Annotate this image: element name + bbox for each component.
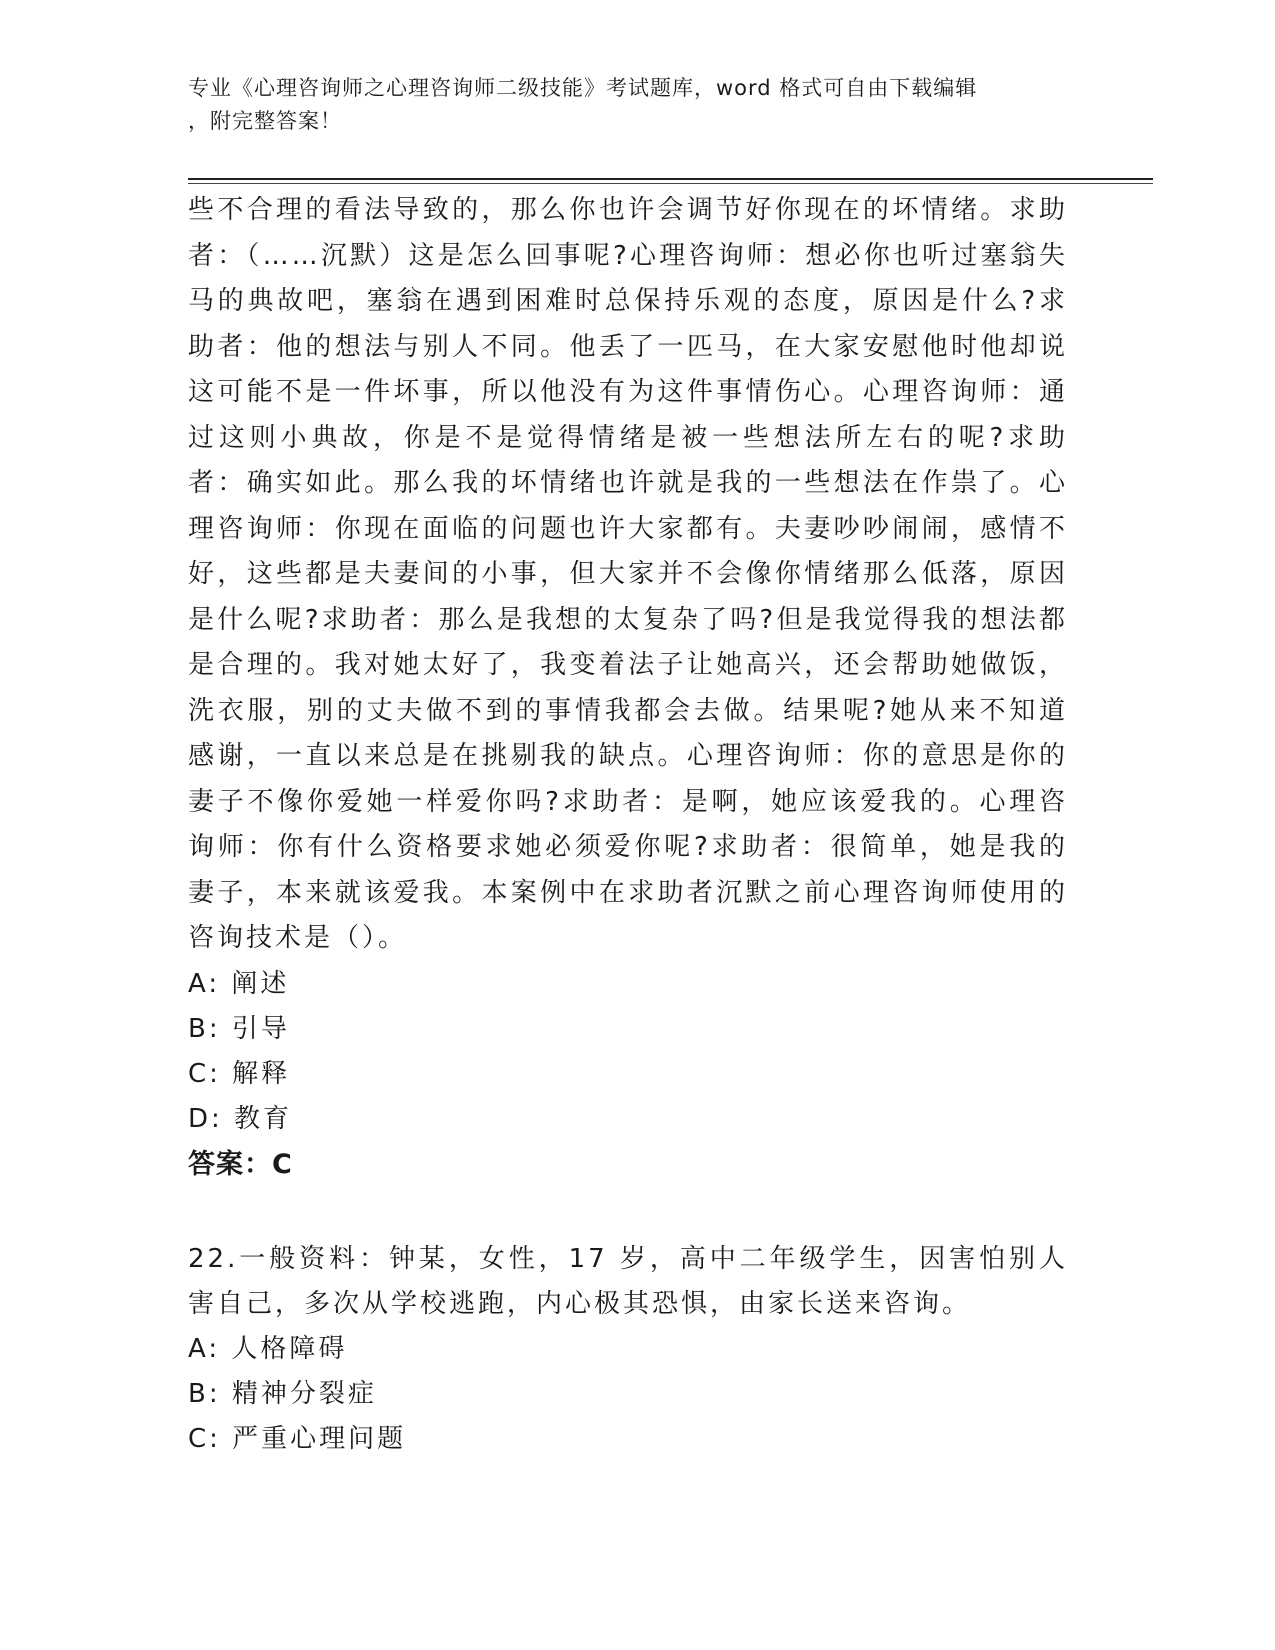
question-22-option-a: A: 人格障碍	[188, 1333, 348, 1364]
question-21-option-b: B: 引导	[188, 1013, 290, 1044]
question-22-option-c: C: 严重心理问题	[188, 1423, 407, 1454]
header-line-2: ，附完整答案！	[188, 109, 342, 133]
question-22-option-b: B: 精神分裂症	[188, 1378, 377, 1409]
header-divider	[188, 178, 1153, 180]
question-21-option-d: D: 教育	[188, 1103, 293, 1134]
question-21-passage: 些不合理的看法导致的，那么你也许会调节好你现在的坏情绪。求助者：（……沉默）这是怎么回事呢?心理咨询师：想必你也听过塞翁失马的典故吧，塞翁在遇到困难时总保持乐观的态度，原因是什么?求助者：他的想法与别人不同。他丢了一匹马，在大家安慰他时他却说这可能不是一件坏事，所以他没有为这件事情伤心。心理咨询师：通过这则小典故，你是不是觉得情绪是被一些想法所左右的呢?求助者：确实如此。那么我的坏情绪也许就是我的一些想法在作祟了。心理咨询师：你现在面临的问题也许大家都有。夫妻吵吵闹闹，感情不好，这些都是夫妻间的小事，但大家并不会像你情绪那么低落，原因是什么呢?求助者：那么是我想的太复杂了吗?但是我觉得我的想法都是合理的。我对她太好了，我变着法子让她高兴，还会帮助她做饭，洗衣服，别的丈夫做不到的事情我都会去做。结果呢?她从来不知道感谢，一直以来总是在挑剔我的缺点。心理咨询师：你的意思是你的妻子不像你爱她一样爱你吗?求助者：是啊，她应该爱我的。心理咨询师：你有什么资格要求她必须爱你呢?求助者：很简单，她是我的妻子，本来就该爱我。本案例中在求助者沉默之前心理咨询师使用的咨询技术是（）。	[188, 195, 1068, 953]
question-22-text: 22.一般资料：钟某，女性，17 岁，高中二年级学生，因害怕别人害自己，多次从学校逃跑，内心极其恐惧，由家长送来咨询。	[188, 1243, 1068, 1319]
question-21-answer: 答案：C	[188, 1148, 293, 1180]
question-21-option-c: C: 解释	[188, 1058, 291, 1089]
page-header	[188, 72, 1068, 138]
header-line-1: 专业《心理咨询师之心理咨询师二级技能》考试题库，word 格式可自由下载编辑	[188, 76, 978, 100]
document-body	[188, 188, 1068, 1462]
question-21-option-a: A: 阐述	[188, 968, 290, 999]
header-divider-thin	[188, 183, 1153, 184]
